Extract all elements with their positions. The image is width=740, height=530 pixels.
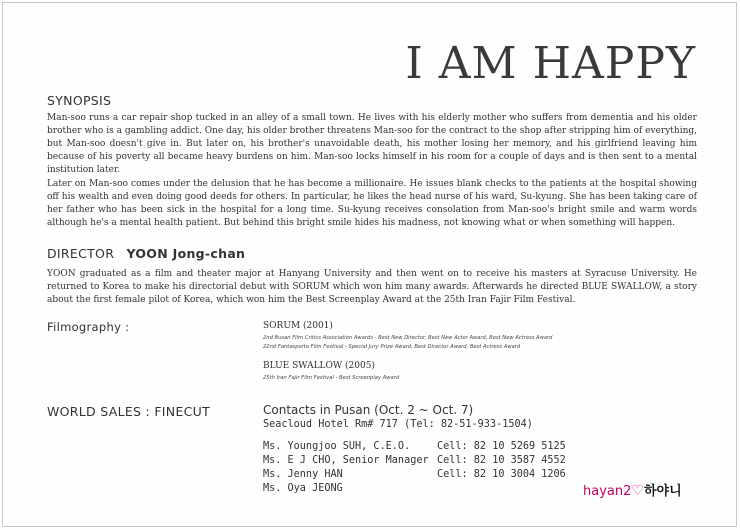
contact-name: Ms. Oya JEONG — [263, 483, 343, 494]
watermark — [583, 480, 682, 499]
hotel-info: Seacloud Hotel Rm# 717 (Tel: 82-51-933-1504) — [263, 419, 533, 430]
award-line: 25th Iran Fajir Film Festival - Best Screenplay Award — [263, 375, 400, 381]
watermark-text: hayan2 — [583, 484, 632, 499]
film-title-blue-swallow: BLUE SWALLOW (2005) — [263, 361, 375, 371]
contact-cell: Cell: 82 10 3587 4552 — [437, 455, 566, 466]
director-bio: YOON graduated as a film and theater major at Hanyang University and then went on to receive his masters at Syracuse University. He returned to Korea to make his directorial debut with SORUM which won him many awards. Afterwards he directed BLUE SWALLOW, a story about the first female pilot of Korea, which won him the Best Screenplay Award at the 25th Iran Fajir Film Festival. — [47, 269, 697, 305]
synopsis-heading: SYNOPSIS — [47, 93, 112, 108]
synopsis-paragraph-1: Man-soo runs a car repair shop tucked in an alley of a small town. He lives with his elderly mother who suffers from dementia and his older brother who is a gambling addict. One day, his older brother threatens Man-soo for the contract to the shop after stripping him of everything, but Man-soo doesn't give in. But later on, his brother's unavoidable death, his mother losing her memory, and his girlfriend leaving him because of his poverty all became heavy burdens on him. Man-soo locks himself in his room for a couple of days and is then sent to a mental institution later. — [47, 113, 697, 175]
synopsis-paragraph-2: Later on Man-soo comes under the delusion that he has become a millionaire. He issues blank checks to the patients at the hospital showing off his wealth and even doing good deeds for others. In particular, he likes the head nurse of his ward, Su-kyung. She has been taking care of her father who has been sick in the hospital for a long time. Su-kyung receives consolation from Man-soo's bright smile and warm words although he's a mental health patient. But behind this bright smile hides his madness, not knowing what or when something will happen. — [47, 179, 697, 228]
contact-cell: Cell: 82 10 3004 1206 — [437, 469, 566, 480]
contacts-heading: Contacts in Pusan (Oct. 2 ~ Oct. 7) — [263, 403, 474, 417]
world-sales-label: WORLD SALES : FINECUT — [47, 404, 211, 419]
contact-cell: Cell: 82 10 5269 5125 — [437, 441, 566, 452]
filmography-label: Filmography : — [47, 320, 130, 334]
contact-name: Ms. Youngjoo SUH, C.E.O. — [263, 441, 411, 452]
award-line: 2nd Busan Film Critics Association Awards - Best New Director, Best New Actor Award, Best New Actress Award — [263, 335, 553, 341]
heart-icon: ♡ — [631, 483, 644, 499]
director-name: YOON Jong-chan — [126, 246, 246, 261]
award-line: 22nd Fantasporto Film Festival - Special Jury Prize Award, Best Director Award, Best Actress Award — [263, 344, 521, 350]
watermark-korean: 하야니 — [643, 484, 682, 499]
contact-name: Ms. E J CHO, Senior Manager — [263, 455, 429, 466]
film-title: I AM HAPPY — [405, 38, 696, 89]
director-label: DIRECTOR — [47, 246, 115, 261]
film-title-sorum: SORUM (2001) — [263, 321, 333, 331]
director-heading — [47, 246, 245, 261]
contact-name: Ms. Jenny HAN — [263, 469, 343, 480]
